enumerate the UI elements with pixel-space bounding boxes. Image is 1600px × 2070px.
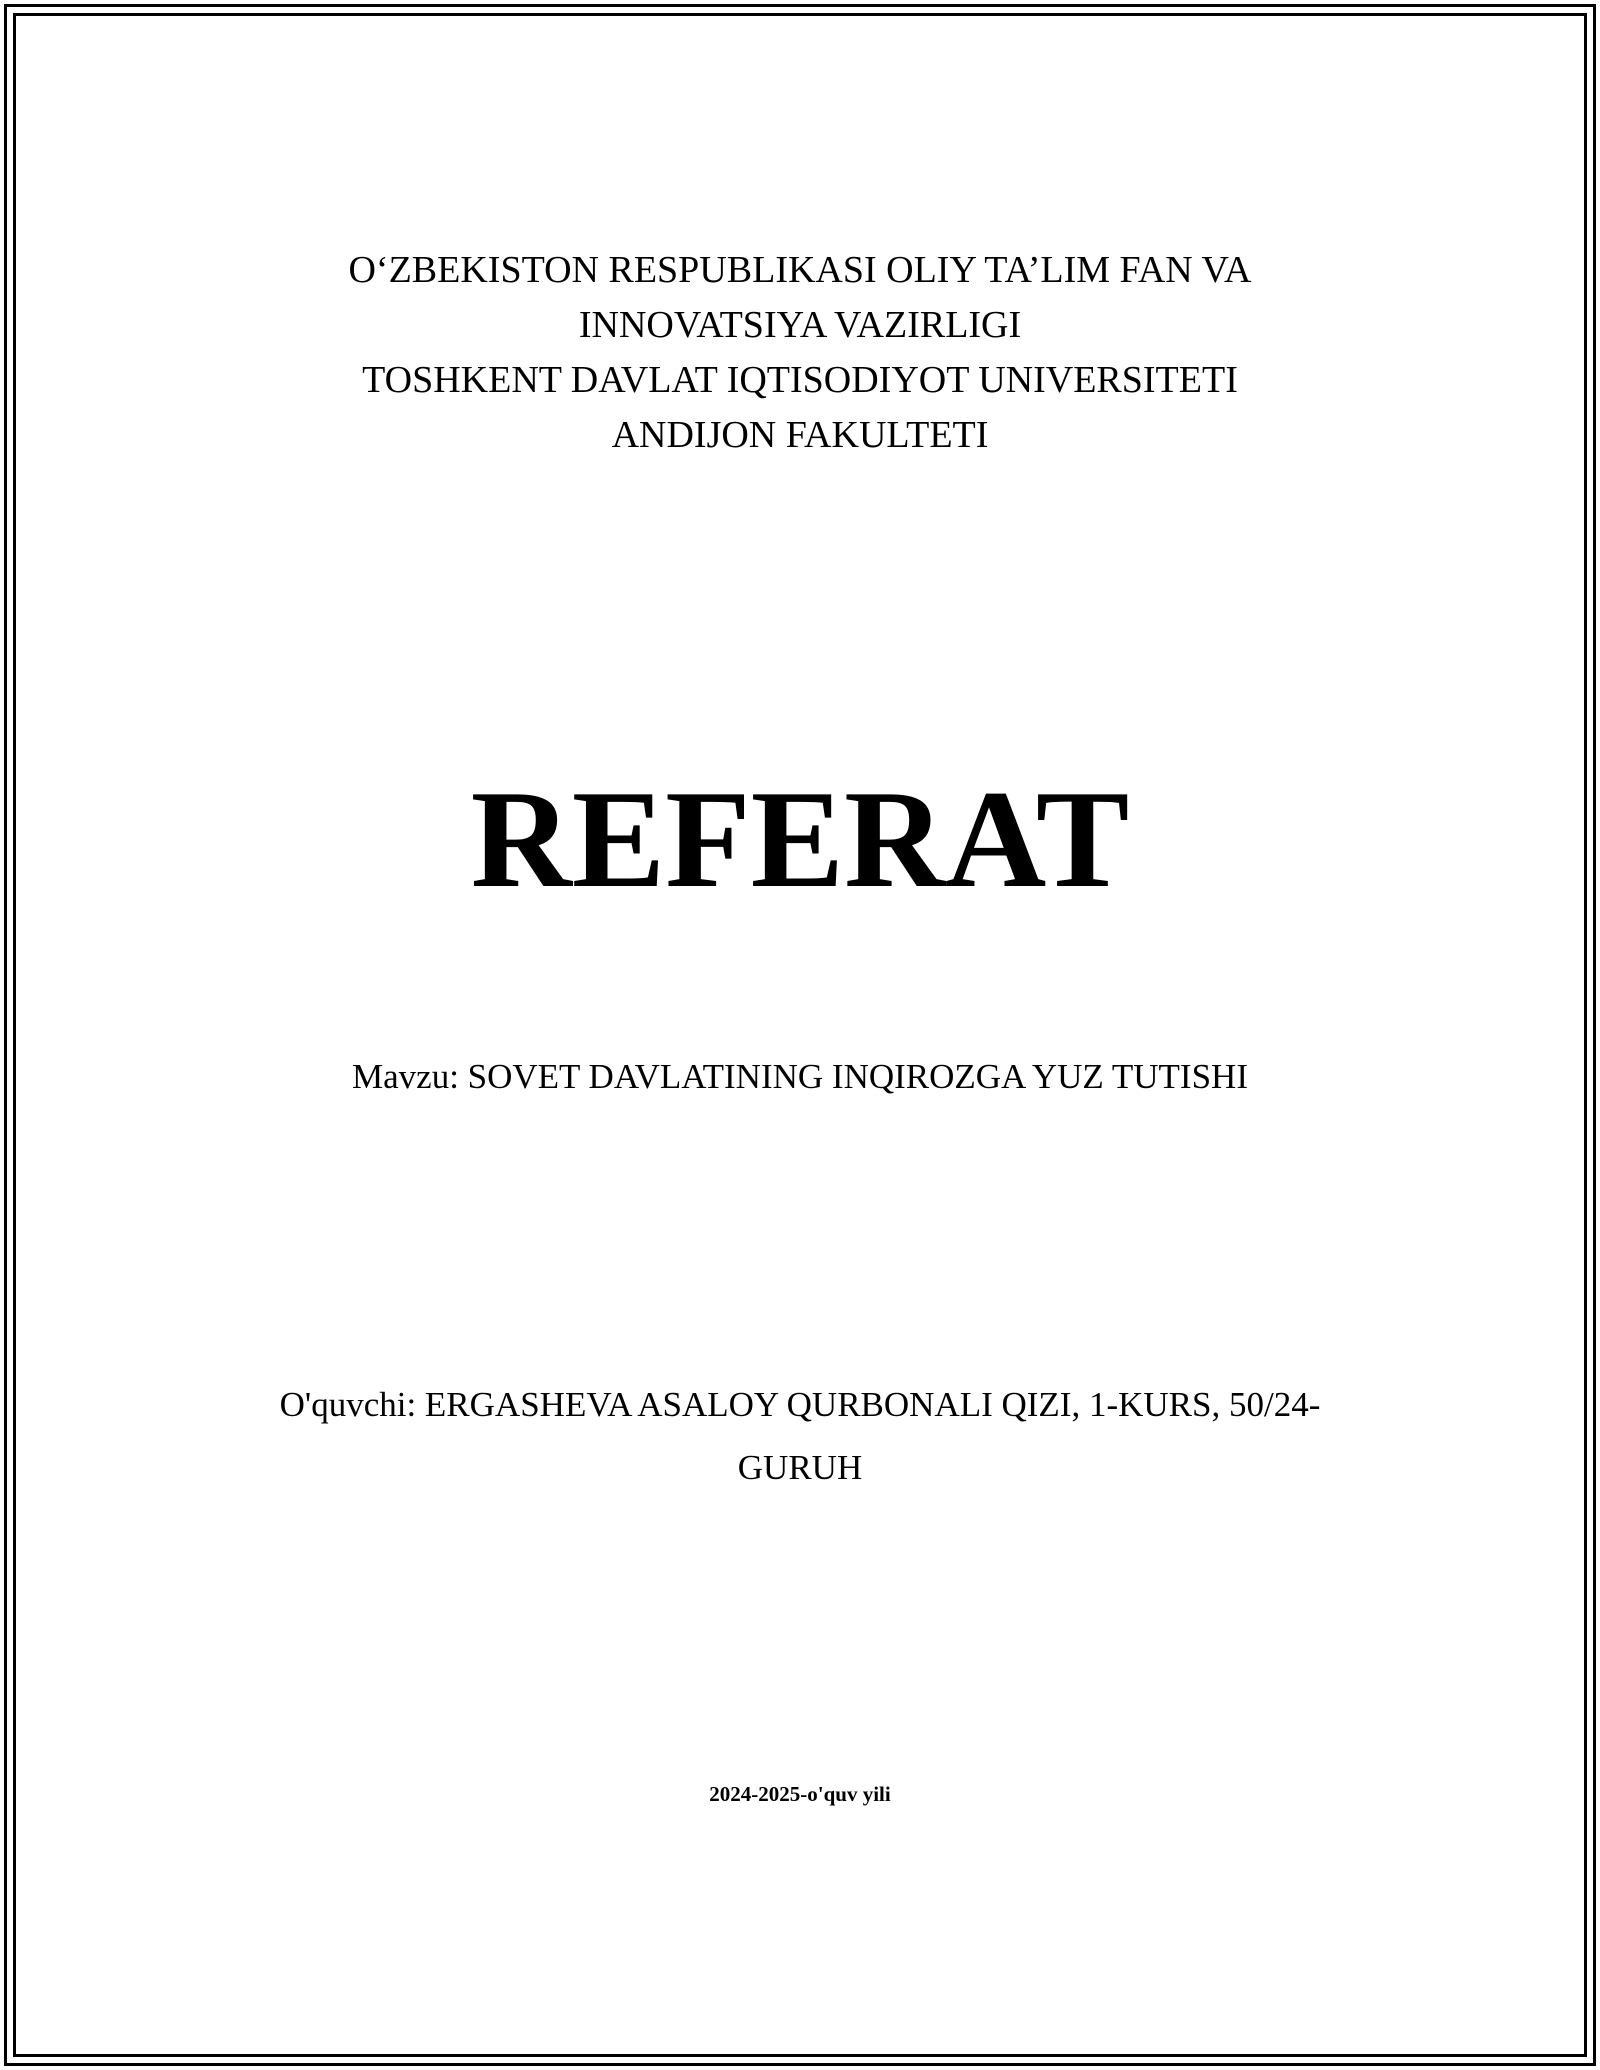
student-info [0, 1373, 1600, 1499]
header-line-3: TOSHKENT DAVLAT IQTISODIYOT UNIVERSITETI [362, 359, 1238, 401]
student-line-1: O'quvchi: ERGASHEVA ASALOY QURBONALI QIZI, 1-KURS, 50/24- [279, 1385, 1321, 1424]
institution-header [0, 243, 1600, 463]
header-line-1: O‘ZBEKISTON RESPUBLIKASI OLIY TA’LIM FAN VA [348, 249, 1252, 291]
topic-line: Mavzu: SOVET DAVLATINING INQIROZGA YUZ TUTISHI [352, 1057, 1248, 1096]
student-line-2: GURUH [737, 1448, 863, 1487]
document-title: REFERAT [470, 762, 1130, 917]
header-line-2: INNOVATSIYA VAZIRLIGI [578, 304, 1022, 346]
header-line-4: ANDIJON FAKULTETI [611, 414, 989, 456]
academic-year: 2024-2025-o'quv yili [709, 1782, 891, 1806]
